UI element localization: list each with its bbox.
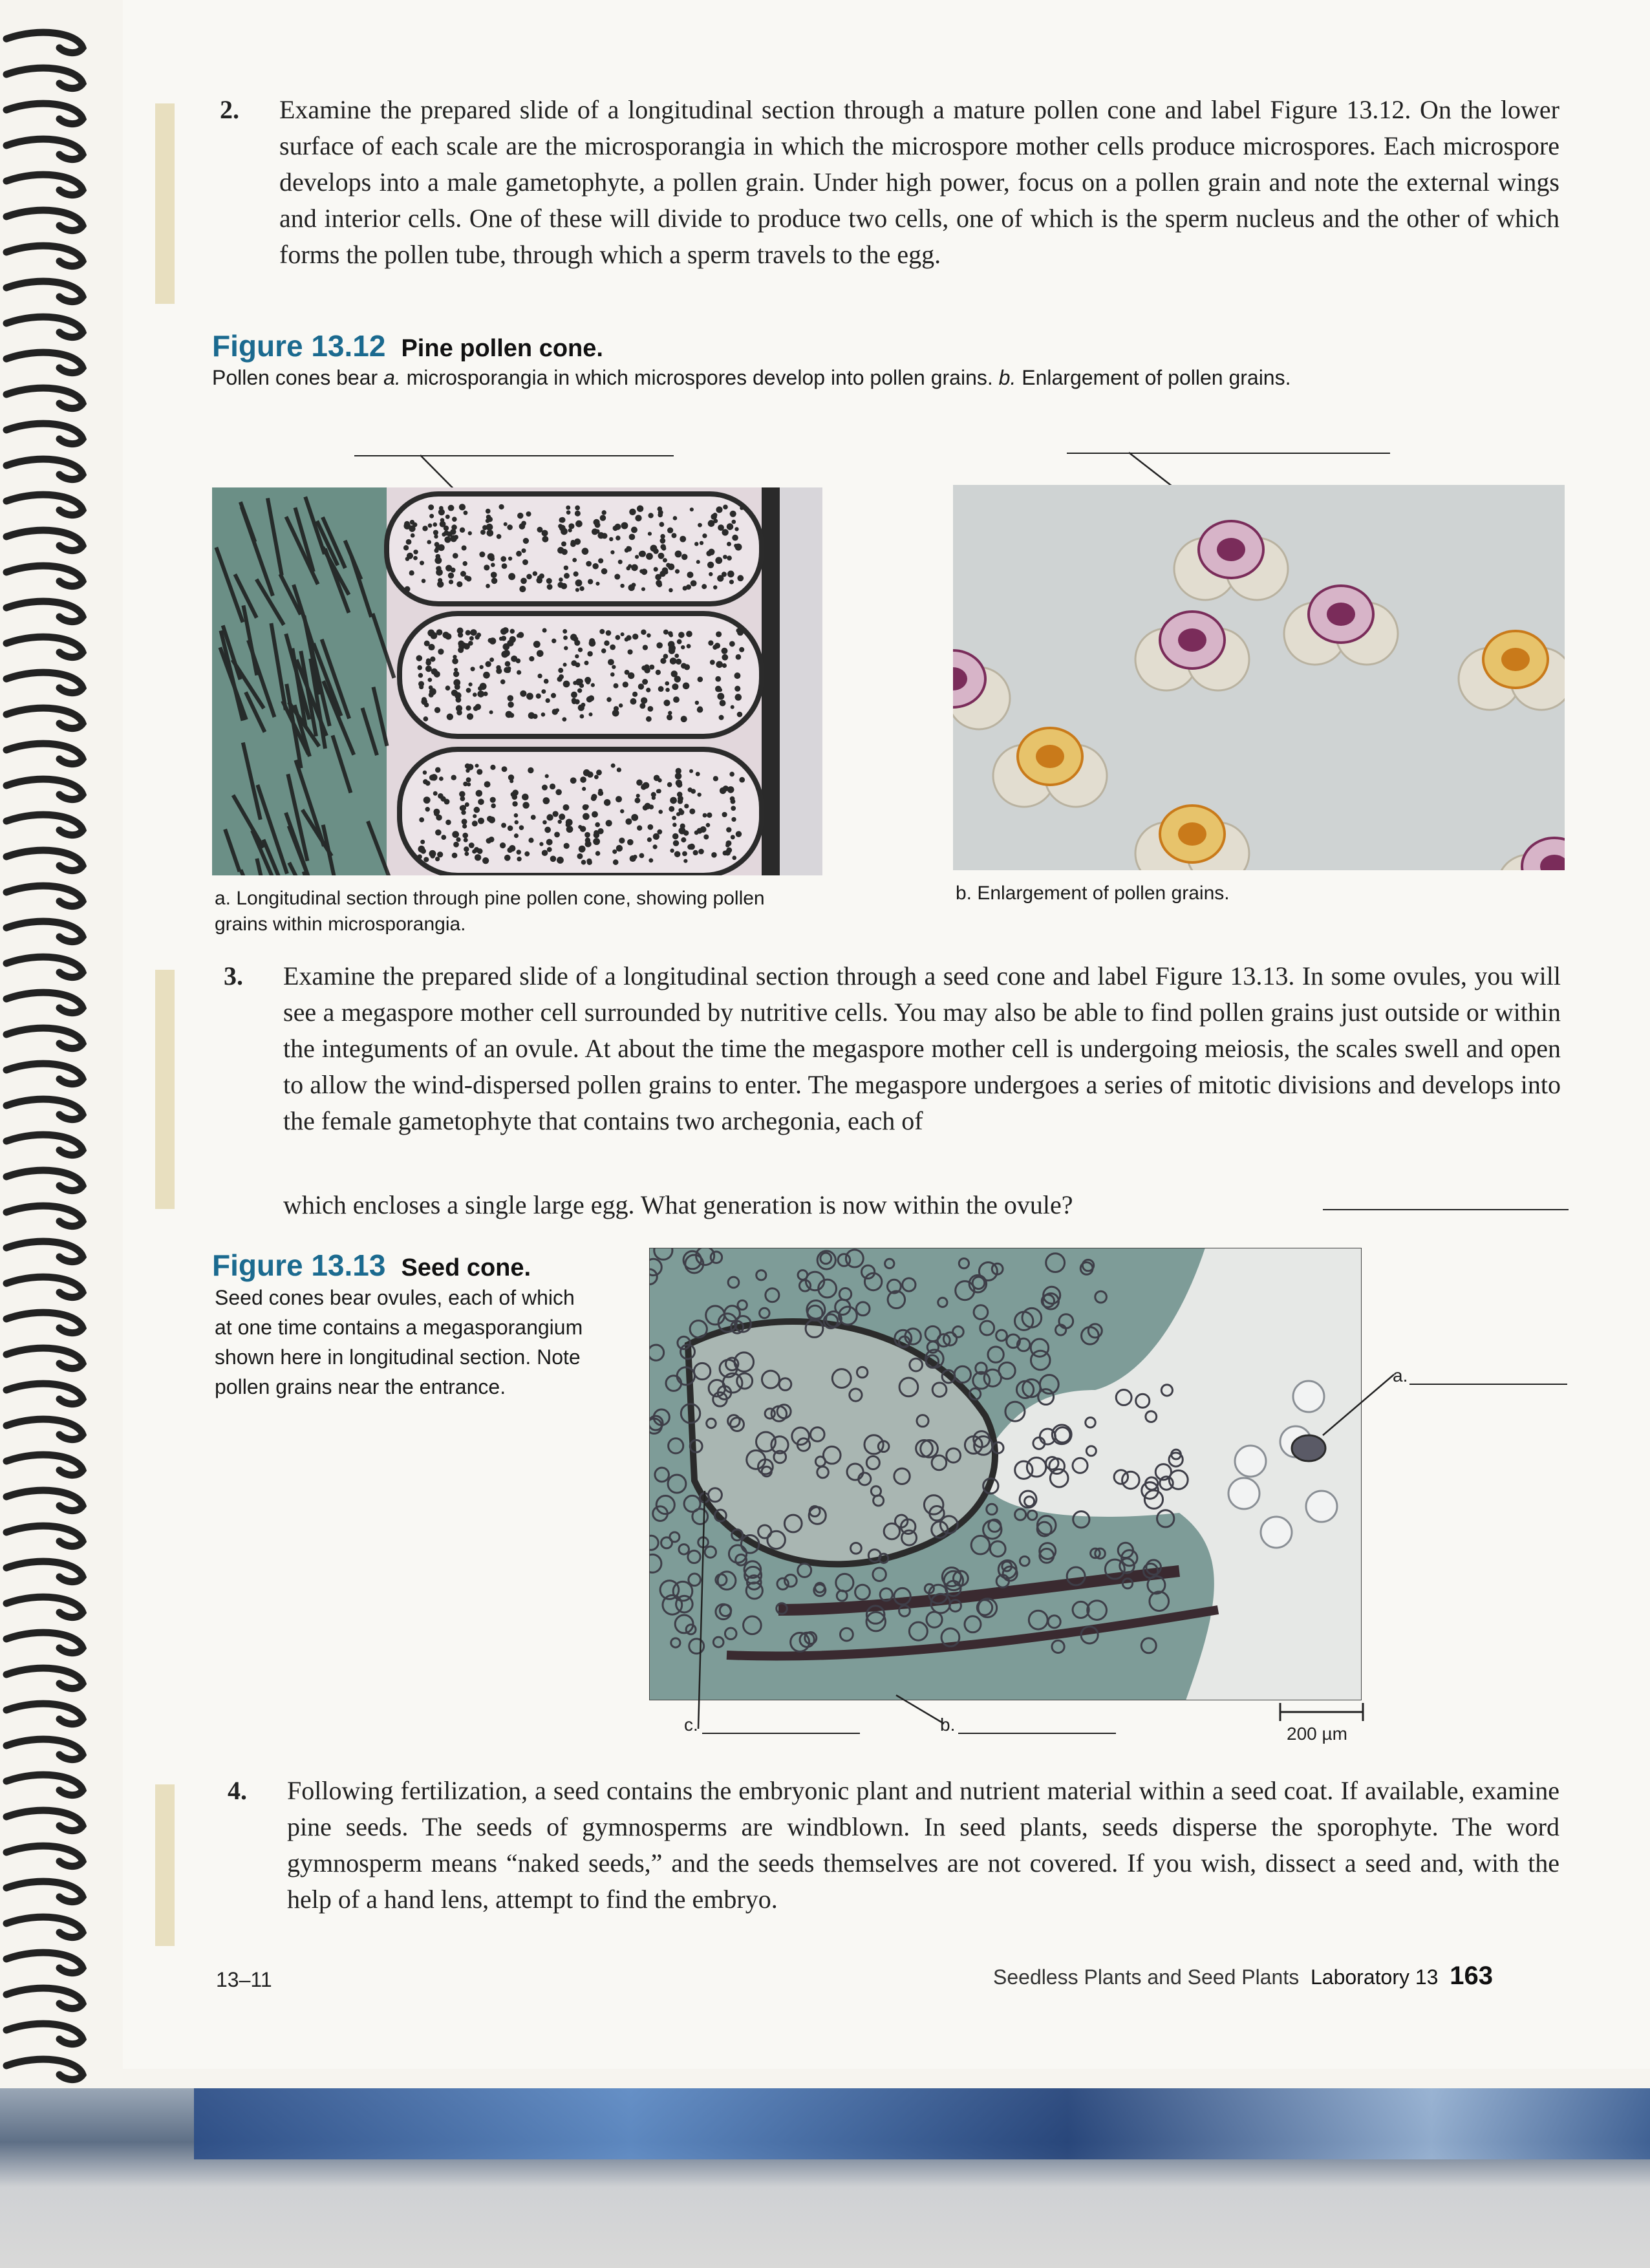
label-blank-seed-b[interactable] — [958, 1733, 1116, 1734]
question-text: Following fertilization, a seed contains the embryonic plant and nutrient material within a seed coat. If available, examine pine seeds. The seeds of gymnosperms are windblown. In seed plants, seeds disperse the sporophyte. The word gymnosperm means “naked seeds,” and the seeds themselves are not covered. If you wish, dissect a seed and, with the help of a hand lens, attempt to find the embryo. — [287, 1776, 1559, 1914]
question-4 — [228, 1773, 1559, 1918]
leader-line-seed-a — [1310, 1371, 1400, 1442]
figure-13-12-heading — [212, 328, 603, 363]
lab-number: Laboratory 13 — [1310, 1965, 1439, 1989]
figure-title: Seed cone. — [401, 1254, 531, 1281]
spiral-binding — [0, 26, 97, 2121]
question-2 — [220, 92, 1559, 273]
question-3-last-line: which encloses a single large egg. What generation is now within the ovule? — [283, 1190, 1073, 1219]
figure-13-12-subcaption-b: b. Enlargement of pollen grains. — [956, 883, 1230, 904]
question-number: 4. — [228, 1776, 247, 1805]
highlight-marker-q4 — [155, 1784, 175, 1946]
question-text: Examine the prepared slide of a longitudinal section through a mature pollen cone and label Figure 13.12. On the lower surface of each scale are the microsporangia in which the microspore mother cells produce microspores. Each microspore develops into a male gametophyte, a pollen grain. Under high power, focus on a pollen grain and note the external wings and interior cells. One of these will divide to produce two cells, one of which is the sperm nucleus and the other of which forms the pollen tube, through which a sperm travels to the egg. — [279, 95, 1559, 269]
question-text: Examine the prepared slide of a longitudinal section through a seed cone and label Figure 13.13. In some ovules, you will see a megaspore mother cell surrounded by nutritive cells. You may also be able to find pollen grains just outside or within the integuments of an ovule. At about the time the megaspore mother cell is undergoing meiosis, the scales swell and open to allow the wind-dispersed pollen grains to enter. The megaspore undergoes a series of mitotic divisions and develops into the female gametophyte that contains two archegonia, each of — [283, 961, 1561, 1135]
figure-13-13-caption: Seed cones bear ovules, each of which at one time contains a megasporangium shown here in longitudinal section. Note pollen grains near the entrance. — [215, 1286, 583, 1398]
label-c-marker: c. — [684, 1715, 698, 1735]
figure-number: Figure 13.12 — [212, 329, 386, 363]
question-number: 3. — [224, 961, 243, 990]
seed-cone-micrograph — [649, 1248, 1362, 1700]
scale-bar — [1278, 1699, 1366, 1722]
figure-title: Pine pollen cone. — [401, 335, 603, 362]
page-number: 163 — [1450, 1962, 1493, 1990]
question-number: 2. — [220, 95, 239, 124]
page-code: 13–11 — [216, 1968, 272, 1991]
figure-13-13-heading — [212, 1248, 531, 1283]
pollen-cone-micrograph — [212, 487, 822, 875]
label-blank-seed-a[interactable] — [1409, 1384, 1567, 1385]
desk-background — [0, 2088, 1650, 2268]
answer-blank-generation[interactable] — [1323, 1209, 1569, 1210]
question-3 — [224, 958, 1561, 1139]
highlight-marker-q3 — [155, 970, 175, 1209]
chapter-title: Seedless Plants and Seed Plants — [993, 1965, 1300, 1989]
figure-13-12-caption: Pollen cones bear a. microsporangia in which microspores develop into pollen grains. b. Enlargement of pollen grains. — [212, 366, 1291, 389]
label-b-marker: b. — [940, 1715, 956, 1735]
leader-line-seed-c — [679, 1487, 718, 1733]
label-blank-seed-c[interactable] — [702, 1733, 860, 1734]
highlight-marker-q2 — [155, 103, 175, 304]
running-footer — [993, 1962, 1493, 1991]
pollen-grains-micrograph — [953, 485, 1565, 870]
figure-number: Figure 13.13 — [212, 1248, 386, 1282]
label-a-marker: a. — [1393, 1365, 1408, 1385]
leader-line-seed-b — [892, 1691, 950, 1730]
scale-bar-label: 200 µm — [1287, 1724, 1347, 1744]
figure-13-12-subcaption-a: a. Longitudinal section through pine pollen cone, showing pollen grains within microsporangia. — [215, 888, 765, 935]
